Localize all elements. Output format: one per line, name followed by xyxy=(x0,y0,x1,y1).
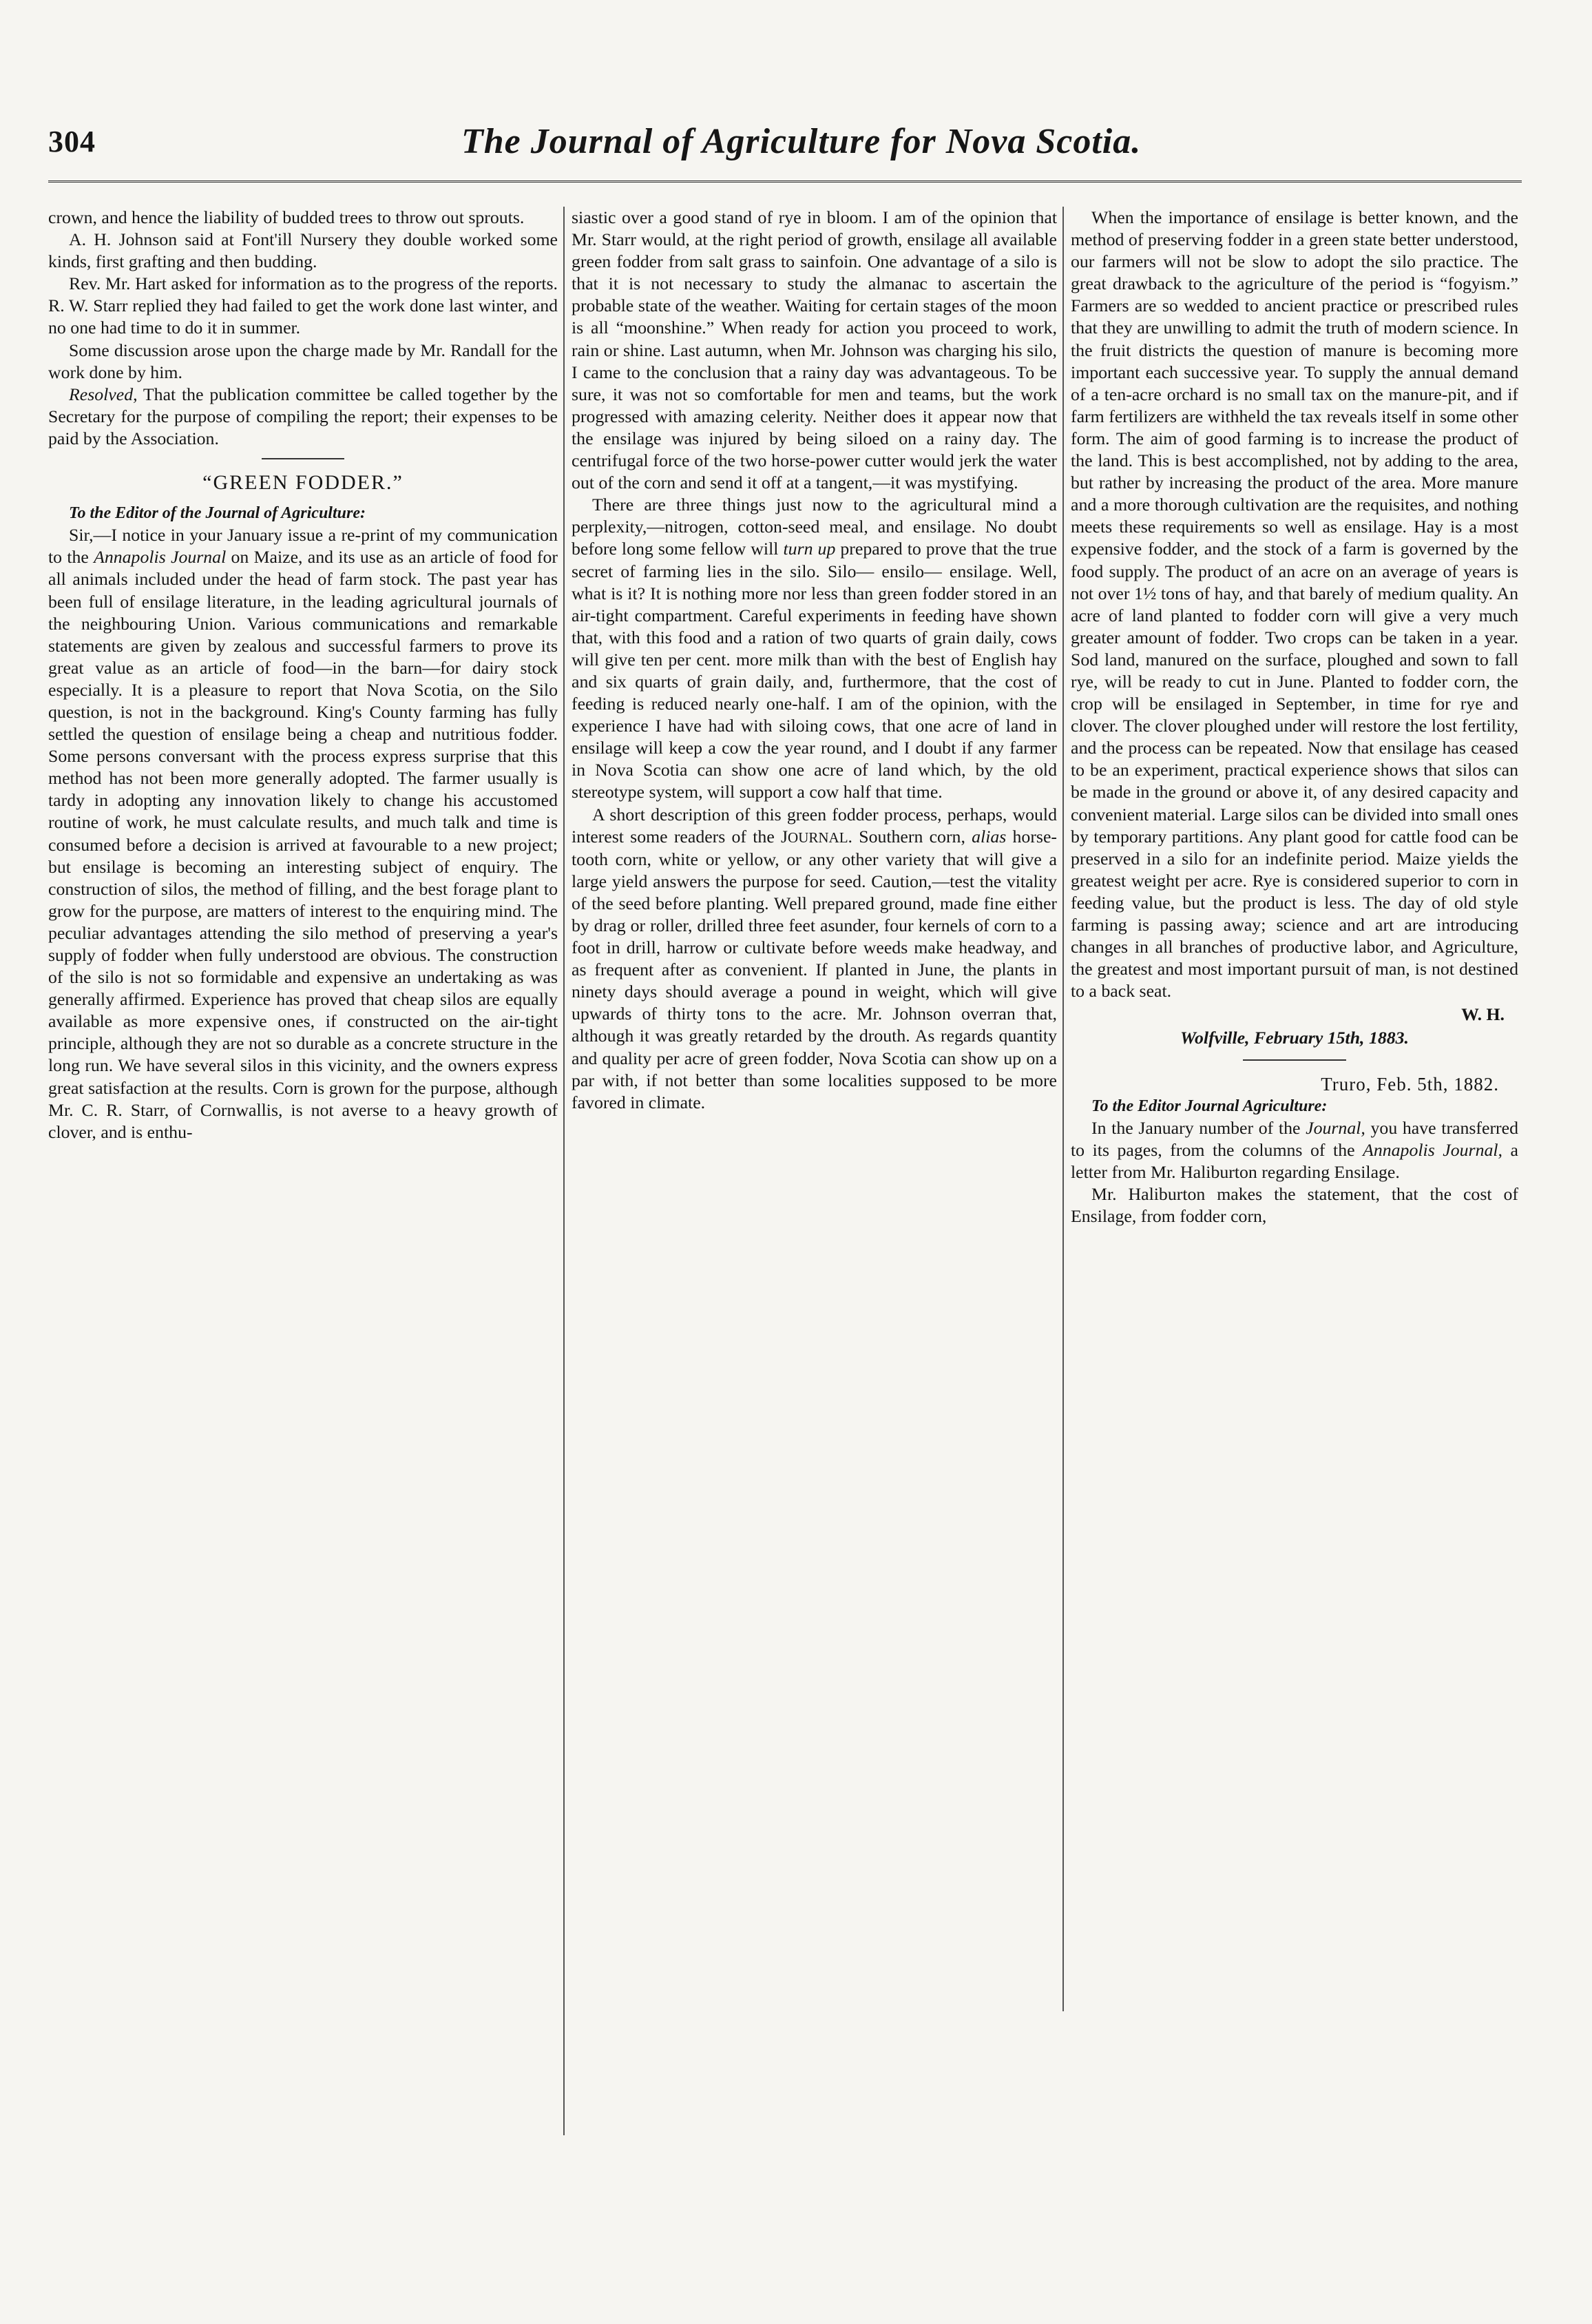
text-run: on Maize, and its use as an article of food for all animals included under the head of farm stock. The past year has been full of ensilage literature, in the leading agricultural journals of the neighbouring Union. Various communications and remarkable statements are given by zealous and successful farmers to prove its great value as an article of food—in the barn—for dairy stock especially. It is a pleasure to report that Nova Scotia, on the Silo question, is not in the background. King's County farming has fully settled the question of ensilage being a cheap and nutritious fodder. Some persons conversant with the process express surprise that this method has not been more generally adopted. The farmer usually is tardy in adopting any innovation likely to change his accustomed routine of work, he must calculate results, and much talk and time is consumed before a decision is arrived at favourable to a new project; but ensilage is becoming an interesting subject of enquiry. The construction of silos, the method of filling, and the best forage plant to grow for the purpose, are matters of interest to the enquiring mind. The peculiar advantages attending the silo method of preserving a year's supply of fodder when fully understood are obvious. The construction of the silo is not so formidable and expensive an undertaking as was generally affirmed. Experience has proved that cheap silos are equally available as more expensive ones, if constructed on the air-tight principle, although they are not so durable as a concrete structure in the long run. We have several silos in this vicinity, and the owners express great satisfaction at the results. Corn is grown for the purpose, although Mr. C. R. Starr, of Cornwallis, is not averse to a heavy growth of clover, and is enthu- xyxy=(48,547,558,1142)
page-number: 304 xyxy=(48,125,96,158)
paragraph xyxy=(572,494,1057,803)
publication-name: Annapolis Journal, xyxy=(1363,1139,1502,1160)
paragraph xyxy=(48,384,558,450)
paragraph xyxy=(572,804,1057,1114)
column-middle xyxy=(572,207,1057,1114)
paragraph xyxy=(1071,1117,1518,1183)
running-title: The Journal of Agriculture for Nova Scotia. xyxy=(461,122,1142,161)
dateline: Wolfville, February 15th, 1883. xyxy=(1180,1028,1409,1048)
column-divider xyxy=(1062,207,1064,2011)
column-left xyxy=(48,207,558,1143)
section-divider xyxy=(1243,1059,1346,1061)
paragraph: A. H. Johnson said at Font'ill Nursery they double worked some kinds, first grafting and then budding. xyxy=(48,229,558,272)
text-run: There are three things just now to the agricultural mind a perplexity,—nitrogen, cotton-seed meal, and ensilage. No doubt before long some fellow will xyxy=(572,495,1057,559)
column-divider xyxy=(563,207,565,2135)
text-run: Sir,—I notice in your January issue a re-print of my communication to the xyxy=(48,525,558,568)
emphasis: alias xyxy=(972,826,1007,847)
publication-name: Journal, xyxy=(1306,1117,1365,1138)
paragraph: When the importance of ensilage is better known, and the method of preserving fodder in a green state better understood, our farmers will not be slow to adopt the silo practice. The great drawback to the agriculture of the period is “fogyism.” Farmers are so wedded to ancient practice or prescribed rules that they are unwilling to admit the truth of modern science. In the fruit districts the question of manure is becoming more important each successive year. To supply the annual demand of a ten-acre orchard is no small tax on the manure-pit, and if farm fertilizers are withheld the tax reveals itself in some other form. The aim of good farming is to increase the product of the land. This is best accomplished, not by adding to the area, but rather by increasing the product of the area. More manure and a more thorough cultivation are the requisites, and nothing meets these requirements so well as ensilage. Hay is a most expensive fodder, and the stock of a farm is governed by the food supply. The product of an acre on an average of years is not over 1½ tons of hay, and that barely of medium quality. An acre of land planted to fodder corn will give a very much greater amount of fodder. Two crops can be taken in a year. Sod land, manured on the surface, ploughed and sown to fall rye, will be ready to cut in June. Planted to fodder corn, the crop will be ensilaged in September, in time for rye and clover. The clover ploughed under will restore the lost fertility, and the process can be repeated. Now that ensilage has ceased to be an experiment, practical experience shows that silos can be made in the ground or above it, of any desired capacity and convenient material. Large silos can be divided into small ones by temporary partitions. Any plant good for cattle food can be preserved in a silo for an indefinite period. Maize yields the greatest weight per acre. Rye is considered superior to corn in feeding value, but the product is less. The day of old style farming is passing away; science and art are introducing changes in all branches of productive labor, and Agriculture, the greatest and most important pursuit of man, is not destined to a back seat. xyxy=(1071,207,1518,1002)
text-run: prepared to prove that the true secret of farming lies in the silo. Silo— ensilo— ensilage. Well, what is it? It is nothing more nor less than green fodder stored in an air-tight compartment. Careful experiments in feeding have shown that, with this food and a ration of two quarts of grain daily, cows will give ten per cent. more milk than with the best of English hay and six quarts of grain daily, and, furthermore, that the cost of feeding is reduced nearly one-half. I am of the opinion, with the experience I have had with siloing cows, that one acre of land in ensilage will keep a cow the year round, and I doubt if any farmer in Nova Scotia can show one acre of land which, by the old stereotype system, will support a cow half that time. xyxy=(572,539,1058,802)
header-rule xyxy=(48,180,1522,183)
paragraph: Rev. Mr. Hart asked for information as to the progress of the reports. R. W. Starr replied they had failed to get the work done last winter, and no one had time to do it in summer. xyxy=(48,273,558,338)
paragraph: Some discussion arose upon the charge made by Mr. Randall for the work done by him. xyxy=(48,340,558,382)
emphasis: turn up xyxy=(783,539,836,559)
publication-name: Annapolis Journal xyxy=(94,547,227,568)
resolution-text: That the publication committee be called together by the Secretary for the purpose of compiling the report; their expenses to be paid by the Association. xyxy=(48,384,558,448)
section-divider xyxy=(262,458,344,459)
text-run: you have transferred to its pages, from the columns of the xyxy=(1071,1117,1518,1160)
column-right xyxy=(1071,207,1518,1227)
article-title: “GREEN FODDER.” xyxy=(202,471,404,495)
text-run: . Southern corn, xyxy=(848,826,972,847)
paragraph: Mr. Haliburton makes the statement, that the cost of Ensilage, from fodder corn, xyxy=(1071,1184,1518,1227)
paragraph xyxy=(48,524,558,1143)
text-run: a letter from Mr. Haliburton regarding Ensilage. xyxy=(1071,1139,1518,1182)
editor-salutation: To the Editor of the Journal of Agriculture: xyxy=(69,504,366,523)
text-run: In the January number of the xyxy=(1091,1117,1306,1138)
text-run: horse-tooth corn, white or yellow, or any other variety that will give a large yield answers the purpose for seed. Caution,—test the vitality of the seed before planting. Well prepared ground, made fine either by drag or roller, drilled three feet asunder, four kernels of corn to a foot in drill, harrow or cultivate before weeds make headway, and as frequent after as convenient. If planted in June, the plants in ninety days should average a pound in weight, which will give upwards of thirty tons to the acre. Mr. Johnson overran that, although it was greatly retarded by the drouth. As regards quantity and quality per acre of green fodder, Nova Scotia can show up on a par with, if not better than some localities supposed to be more favored in climate. xyxy=(572,826,1057,1112)
resolved-lead: Resolved, xyxy=(69,384,138,404)
letter-date: Truro, Feb. 5th, 1882. xyxy=(1321,1073,1499,1094)
page-header xyxy=(48,124,1522,172)
signature: W. H. xyxy=(1461,1004,1505,1025)
paragraph: siastic over a good stand of rye in bloom. I am of the opinion that Mr. Starr would, at the right period of growth, ensilage all available green fodder from salt grass to sainfoin. One advantage of a silo is that it is not necessary to study the almanac to ascertain the probable state of the weather. Waiting for certain stages of the moon is all “moonshine.” When ready for action you proceed to work, rain or shine. Last autumn, when Mr. Johnson was charging his silo, I came to the conclusion that a rainy day was advantageous. To be sure, it was not so comfortable for men and teams, but the work progressed with amazing celerity. Neither does it appear now that the ensilage was injured by being siloed on a rainy day. The centrifugal force of the two horse-power cutter would jerk the water out of the corn and send it off at a tangent,—it was mystifying. xyxy=(572,207,1057,493)
paragraph: crown, and hence the liability of budded trees to throw out sprouts. xyxy=(48,207,525,227)
text-run: A short description of this green fodder process, perhaps, would interest some readers of the J xyxy=(572,804,1057,847)
editor-salutation: To the Editor Journal Agriculture: xyxy=(1091,1097,1328,1115)
small-caps-word: OURNAL xyxy=(788,829,848,846)
